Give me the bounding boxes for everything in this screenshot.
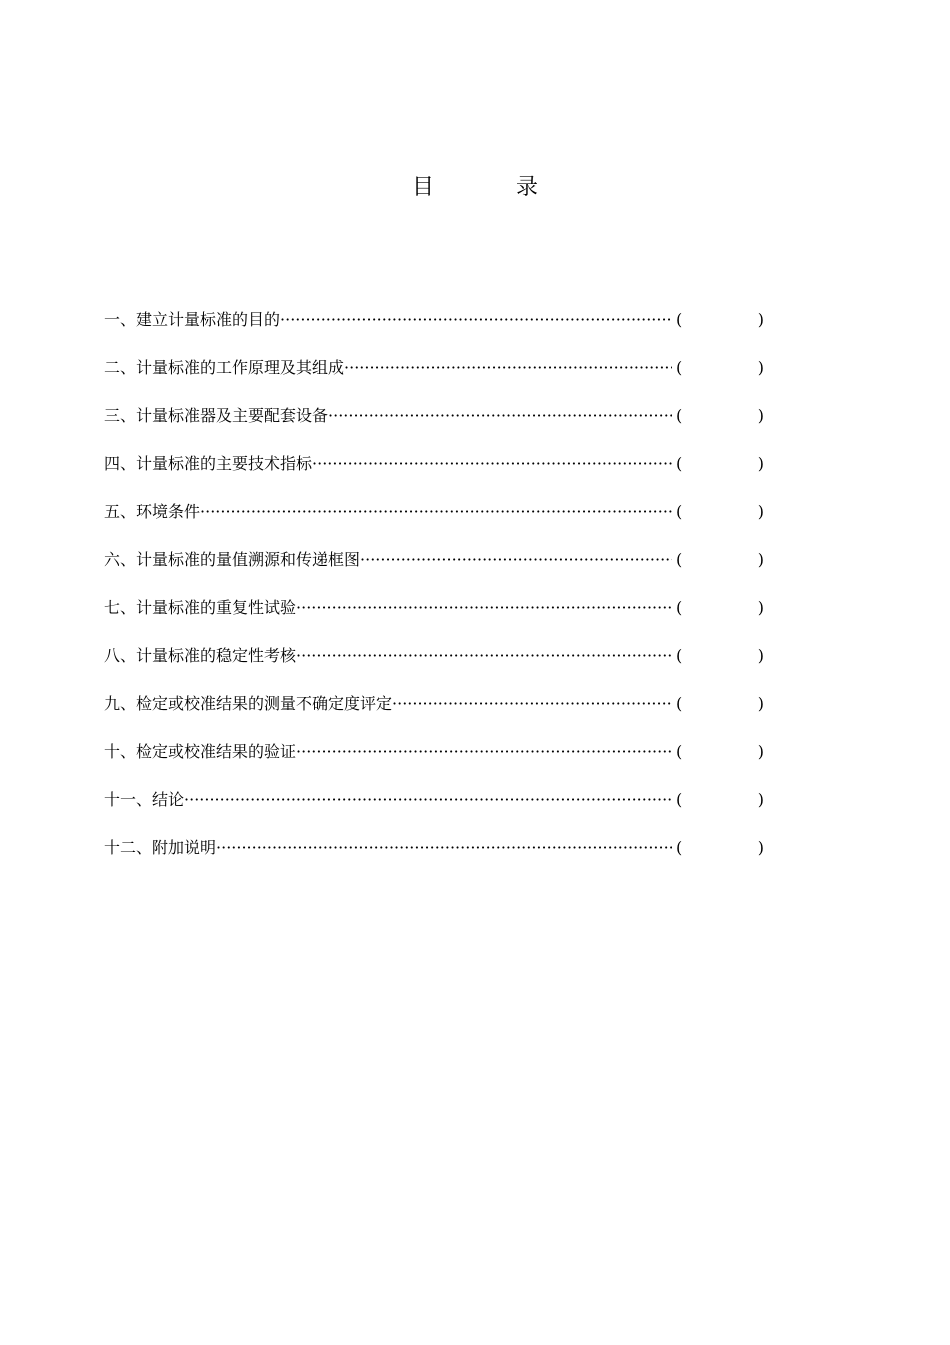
toc-page-number	[676, 449, 764, 479]
toc-dot-leader	[344, 353, 672, 383]
toc-entry[interactable]	[104, 833, 764, 881]
toc-entry-label: 十一、结论	[104, 790, 185, 809]
toc-entry[interactable]	[104, 449, 764, 497]
close-paren: )	[757, 790, 764, 809]
toc-dot-leader	[392, 689, 672, 719]
close-paren: )	[757, 454, 764, 473]
toc-page-number	[676, 353, 764, 383]
toc-entry[interactable]	[104, 497, 764, 545]
open-paren: (	[676, 694, 683, 713]
toc-entry-label: 十、检定或校准结果的验证	[104, 742, 297, 761]
toc-entry[interactable]	[104, 785, 764, 833]
toc-entry[interactable]	[104, 737, 764, 785]
close-paren: )	[757, 406, 764, 425]
close-paren: )	[757, 742, 764, 761]
open-paren: (	[676, 646, 683, 665]
title-char-1: 目	[411, 175, 434, 200]
toc-dot-leader	[312, 449, 672, 479]
toc-entry-label: 九、检定或校准结果的测量不确定度评定	[104, 694, 393, 713]
toc-entry-label: 八、计量标准的稳定性考核	[104, 646, 297, 665]
toc-dot-leader	[216, 833, 672, 863]
close-paren: )	[757, 838, 764, 857]
toc-page-number	[676, 785, 764, 815]
toc-entry[interactable]	[104, 305, 764, 353]
toc-dot-leader	[184, 785, 672, 815]
toc-page-number	[676, 305, 764, 335]
toc-entry-label: 五、环境条件	[104, 502, 201, 521]
toc-entry[interactable]	[104, 689, 764, 737]
close-paren: )	[757, 646, 764, 665]
open-paren: (	[676, 406, 683, 425]
toc-page-number	[676, 497, 764, 527]
open-paren: (	[676, 790, 683, 809]
toc-entry-label: 一、建立计量标准的目的	[104, 310, 281, 329]
open-paren: (	[676, 550, 683, 569]
title-char-2: 录	[516, 175, 539, 200]
toc-entry-label: 十二、附加说明	[104, 838, 217, 857]
toc-page-number	[676, 545, 764, 575]
toc-page-number	[676, 689, 764, 719]
toc-dot-leader	[296, 641, 672, 671]
toc-entry[interactable]	[104, 401, 764, 449]
toc-page-number	[676, 641, 764, 671]
toc-entry[interactable]	[104, 353, 764, 401]
open-paren: (	[676, 454, 683, 473]
toc-entry[interactable]	[104, 641, 764, 689]
toc-dot-leader	[296, 737, 672, 767]
open-paren: (	[676, 502, 683, 521]
open-paren: (	[676, 358, 683, 377]
close-paren: )	[757, 550, 764, 569]
close-paren: )	[757, 598, 764, 617]
toc-dot-leader	[200, 497, 672, 527]
toc-entry-label: 二、计量标准的工作原理及其组成	[104, 358, 345, 377]
toc-entry-label: 三、计量标准器及主要配套设备	[104, 406, 329, 425]
table-of-contents	[104, 305, 764, 881]
page-title	[0, 172, 950, 204]
open-paren: (	[676, 310, 683, 329]
toc-page-number	[676, 737, 764, 767]
toc-dot-leader	[280, 305, 672, 335]
toc-dot-leader	[328, 401, 672, 431]
open-paren: (	[676, 598, 683, 617]
toc-page-number	[676, 833, 764, 863]
toc-dot-leader	[296, 593, 672, 623]
close-paren: )	[757, 310, 764, 329]
close-paren: )	[757, 502, 764, 521]
toc-page-number	[676, 593, 764, 623]
toc-entry-label: 七、计量标准的重复性试验	[104, 598, 297, 617]
close-paren: )	[757, 358, 764, 377]
toc-entry-label: 四、计量标准的主要技术指标	[104, 454, 313, 473]
close-paren: )	[757, 694, 764, 713]
toc-entry[interactable]	[104, 593, 764, 641]
toc-page-number	[676, 401, 764, 431]
toc-dot-leader	[360, 545, 672, 575]
open-paren: (	[676, 838, 683, 857]
toc-entry[interactable]	[104, 545, 764, 593]
open-paren: (	[676, 742, 683, 761]
toc-entry-label: 六、计量标准的量值溯源和传递框图	[104, 550, 361, 569]
